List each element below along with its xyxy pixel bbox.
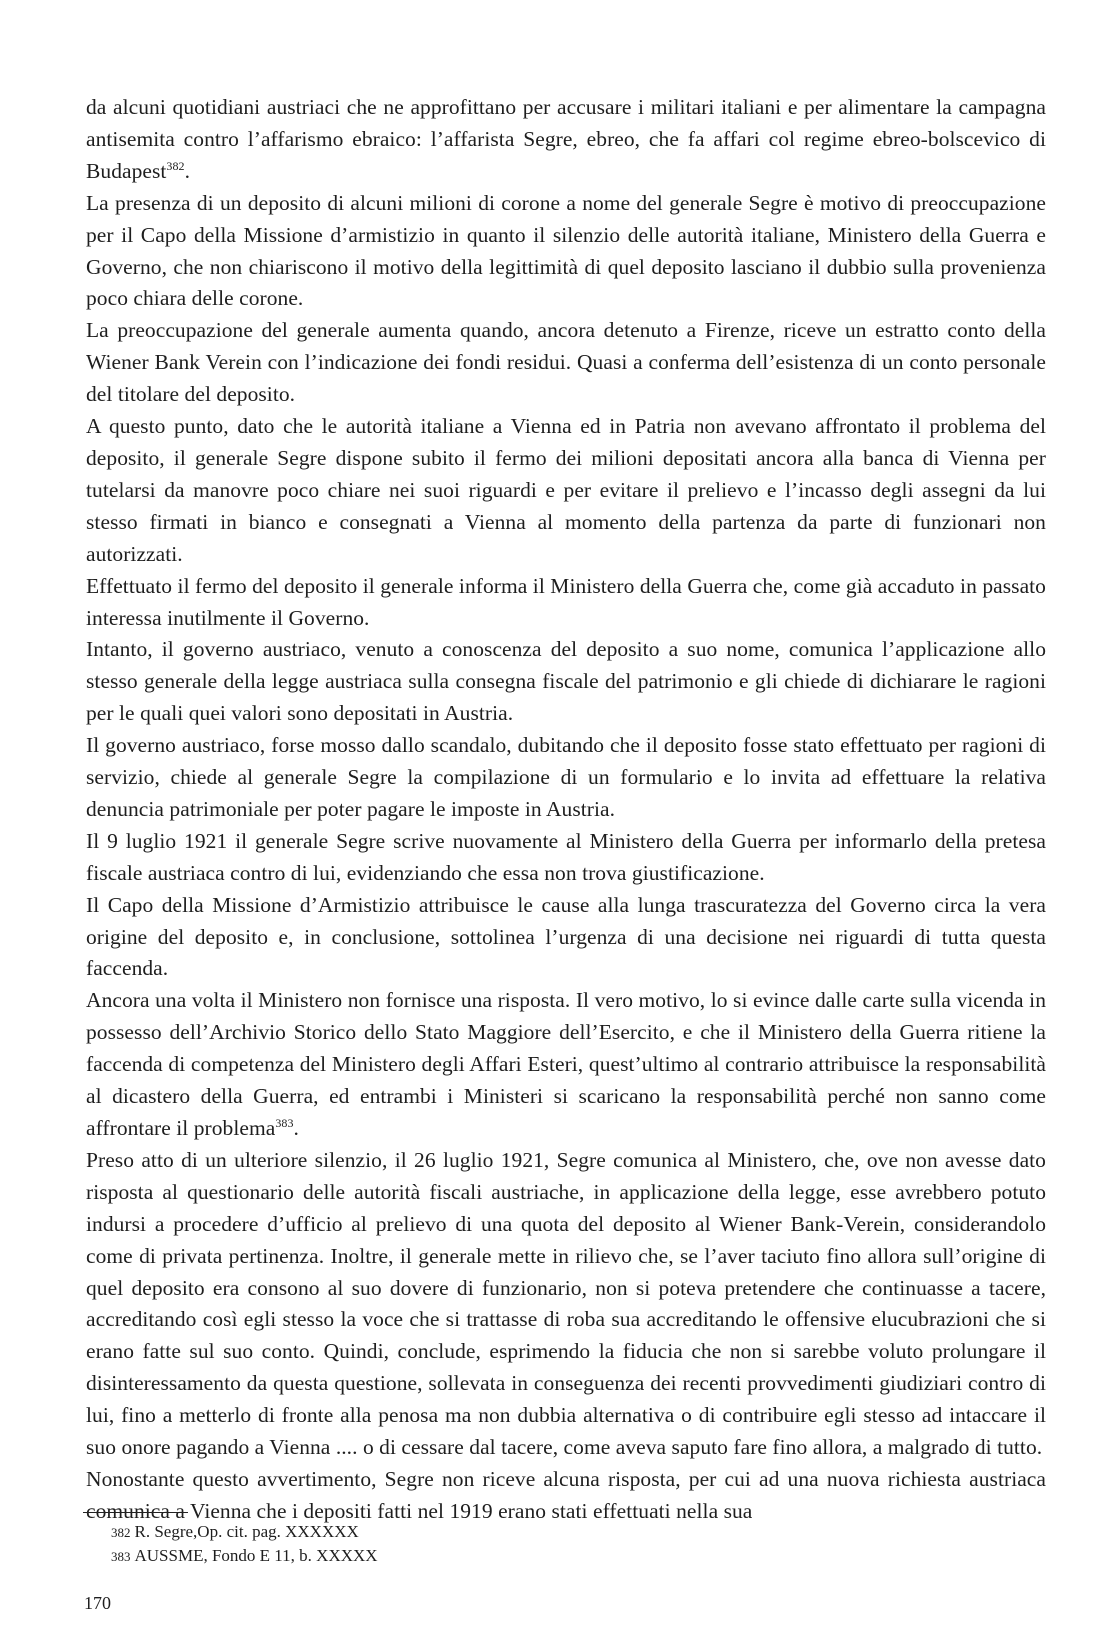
footnotes-section — [83, 1512, 683, 1568]
paragraph-2: La presenza di un deposito di alcuni milioni di corone a nome del generale Segre è motivo di preoccupazione per il Capo della Missione d’armistizio in quanto il silenzio delle autorità italiane, Ministero della Guerra e Governo, che non chiariscono il motivo della legittimità di quel deposito lasciano il dubbio sulla provenienza poco chiara delle corone. — [86, 190, 1046, 311]
paragraph-12: Nonostante questo avvertimento, Segre non riceve alcuna risposta, per cui ad una nuova richiesta austriaca comunica a Vienna che i depositi fatti nel 1919 erano stati effettuati nella sua — [86, 1466, 1046, 1523]
paragraph-7: Il governo austriaco, forse mosso dallo scandalo, dubitando che il deposito fosse stato effettuato per ragioni di servizio, chiede al generale Segre la compilazione di un formulario e lo invita ad effettuare la relativa denuncia patrimoniale per poter pagare le imposte in Austria. — [86, 733, 1046, 821]
footnote-text: AUSSME, Fondo E 11, b. XXXXX — [134, 1546, 378, 1565]
footnote-ref-383[interactable]: 383 — [275, 1116, 294, 1130]
paragraph-11: Preso atto di un ulteriore silenzio, il 26 luglio 1921, Segre comunica al Ministero, che, ove non avesse dato risposta al questionario delle autorità fiscali austriache, in applicazione della legge, esse avrebbero potuto indursi a procedere d’ufficio al prelievo di una quota del deposito al Wiener Bank-Verein, considerandolo come di privata pertinenza. Inoltre, il generale mette in rilievo che, se l’aver taciuto fino allora sull’origine di quel deposito era consono al suo dovere di funzionario, non si poteva pretendere che continuasse a tacere, accreditando così egli stesso la voce che si trattasse di roba sua accreditando le offensive elucubrazioni che si erano fatte sul suo conto. Quindi, conclude, esprimendo la fiducia che non si sarebbe voluto prolungare il disinteressamento da questa questione, sollevata in conseguenza dei recenti provvedimenti giudiziari contro di lui, fino a metterlo di fronte alla penosa ma non dubbia alternativa o di contribuire egli stesso ad intaccare il suo onore pagando a Vienna .... o di cessare dal tacere, come aveva saputo fare fino allora, a malgrado di tutto. — [86, 1147, 1046, 1460]
paragraph-9: Il Capo della Missione d’Armistizio attribuisce le cause alla lunga trascuratezza del Governo circa la vera origine del deposito e, in conclusione, sottolinea l’urgenza di una decisione nei riguardi di tutta questa faccenda. — [86, 892, 1046, 981]
footnote-text: R. Segre,Op. cit. pag. XXXXXX — [134, 1522, 359, 1541]
footnote-number: 382 — [111, 1525, 131, 1540]
footnote-number: 383 — [111, 1549, 131, 1564]
paragraph-10: Ancora una volta il Ministero non fornisce una risposta. Il vero motivo, lo si evince dalle carte sulla vicenda in possesso dell’Archivio Storico dello Stato Maggiore dell’Esercito, e che il Ministero della Guerra ritiene la faccenda di competenza del Ministero degli Affari Esteri, quest’ultimo al contrario attribuisce la responsabilità al dicastero della Guerra, ed entrambi i Ministeri si scaricano la responsabilità perché non sanno come affrontare il problema$^{383}$. — [86, 988, 1046, 1140]
paragraph-4: A questo punto, dato che le autorità italiane a Vienna ed in Patria non avevano affrontato il problema del deposito, il generale Segre dispone subito il fermo dei milioni depositati ancora alla banca di Vienna per tutelarsi da manovre poco chiare nei suoi riguardi e per evitare il prelievo e l’incasso degli assegni da lui stesso firmati in bianco e consegnati a Vienna al momento della partenza da parte di funzionari non autorizzati. — [86, 414, 1046, 566]
footnote-383 — [111, 1544, 683, 1568]
page-body — [86, 92, 1046, 1528]
footnote-separator — [83, 1512, 188, 1513]
paragraph-5: Effettuato il fermo del deposito il generale informa il Ministero della Guerra che, come già accaduto in passato interessa inutilmente il Governo. — [86, 573, 1046, 630]
paragraph-3: La preoccupazione del generale aumenta quando, ancora detenuto a Firenze, riceve un estratto conto della Wiener Bank Verein con l’indicazione dei fondi residui. Quasi a conferma dell’esistenza di un conto personale del titolare del deposito. — [86, 318, 1046, 407]
footnote-ref-382[interactable]: 382 — [166, 158, 185, 173]
paragraph-6: Intanto, il governo austriaco, venuto a conoscenza del deposito a suo nome, comunica l’applicazione allo stesso generale della legge austriaca sulla consegna fiscale del patrimonio e gli chiede di dichiarare le ragioni per le quali quei valori sono depositati in Austria. — [86, 637, 1046, 726]
paragraph-8: Il 9 luglio 1921 il generale Segre scrive nuovamente al Ministero della Guerra per informarlo della pretesa fiscale austriaca contro di lui, evidenziando che essa non trova giustificazione. — [86, 828, 1046, 885]
footnote-382 — [111, 1520, 683, 1544]
paragraph-1: da alcuni quotidiani austriaci che ne approfittano per accusare i militari italiani e per alimentare la campagna antisemita contro l’affarismo ebraico: l’affarista Segre, ebreo, che fa affari col regime ebreo-bolscevico di Budapest$^{382}$. — [86, 95, 1046, 183]
page-number: 170 — [84, 1593, 111, 1613]
